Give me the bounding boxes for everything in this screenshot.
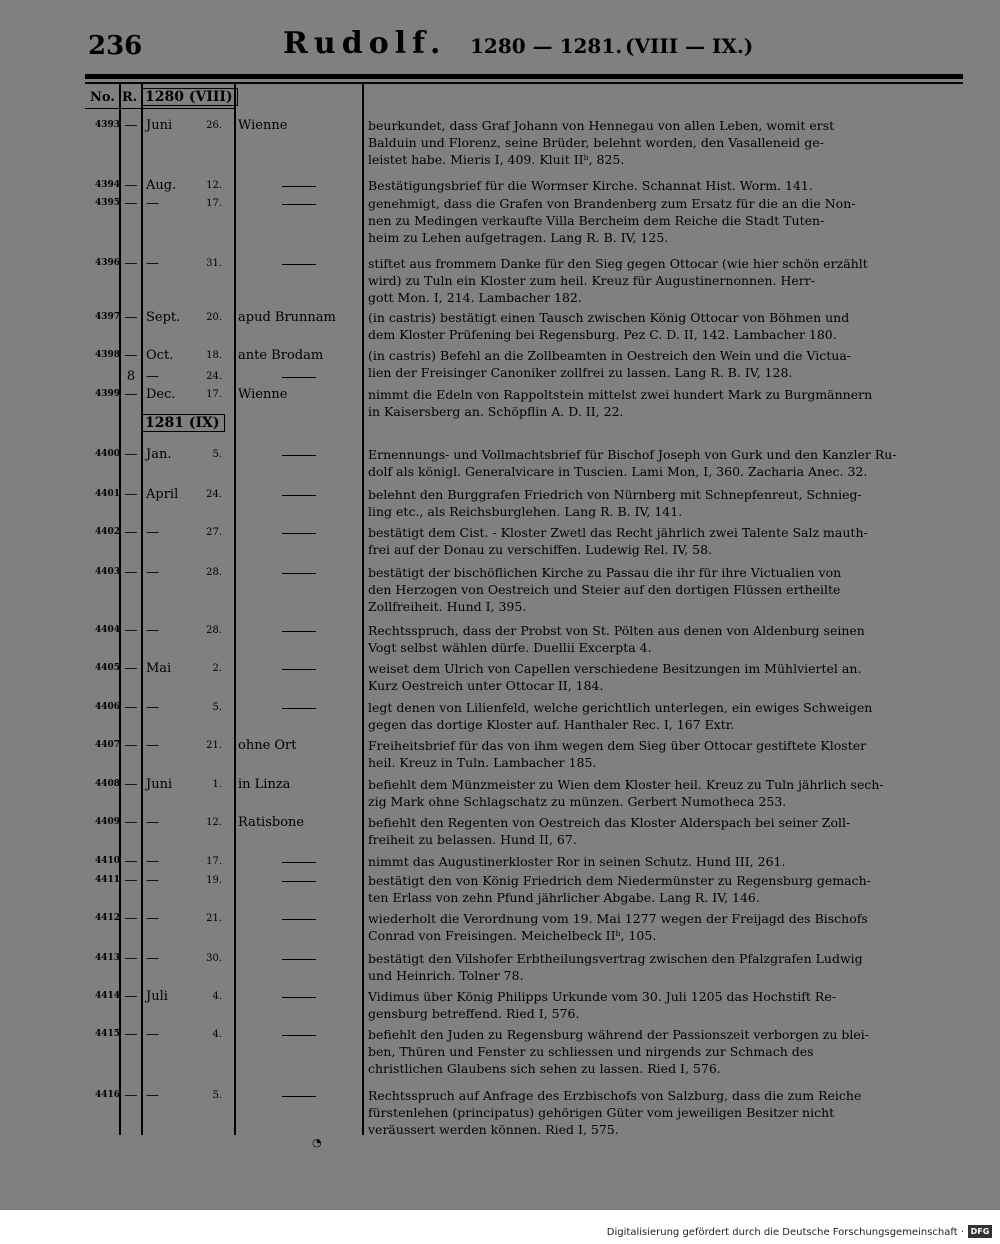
entry-month: — [146,565,159,580]
entry-day: 17. [206,856,222,867]
smudge-mark: ◔ [312,1136,322,1149]
entry-day: 5. [212,1090,222,1101]
entry-r-mark: — [124,178,138,193]
entry-day: 26. [206,120,222,131]
entry-month: — [146,951,159,966]
entry-text: befiehlt dem Münzmeister zu Wien dem Kloster heil. Kreuz zu Tuln jährlich sech- zig Mark ohne Schlagschatz zu münzen. Gerbert Numotheca 253. [368,777,884,809]
entry-r-mark: — [124,348,138,363]
header-rule [85,74,963,79]
entry-place-dash [282,919,316,920]
entry-day: 4. [212,991,222,1002]
entry-month: — [146,196,159,211]
entry-day: 5. [212,449,222,460]
column-divider [119,84,121,1135]
entry-r-mark: — [124,873,138,888]
entry-number: 4407 [94,740,120,750]
entry-place-dash [282,631,316,632]
entry-text: Rechtsspruch auf Anfrage des Erzbischofs von Salzburg, dass die zum Reiche fürstenlehen (principatus) gehörigen Güter vom jeweiligen Besitzer nicht veräussert werden können. Ried I, 575. [368,1088,862,1137]
entry-day: 28. [206,567,222,578]
entry-place-dash [282,997,316,998]
entry-day: 24. [206,489,222,500]
page-title: Rudolf. [283,26,447,61]
entry-place: Wienne [238,387,288,402]
entry-r-mark: — [124,623,138,638]
entry-r-mark: — [124,989,138,1004]
entry-number: 4408 [94,779,120,789]
entry-place: apud Brunnam [238,310,336,325]
entry-number: 4410 [94,856,120,866]
header-rule-thin [85,82,963,84]
entry-number: 4406 [94,702,120,712]
entry-day: 12. [206,817,222,828]
entry-r-mark: — [124,487,138,502]
entry-text: nimmt das Augustinerkloster Ror in seinen Schutz. Hund III, 261. [368,854,786,869]
entry-day: 2. [212,663,222,674]
entry-text: Ernennungs- und Vollmachtsbrief für Bischof Joseph von Gurk und den Kanzler Ru- dolf als königl. Generalvicare in Tuscien. Lami Mon, I, 360. Zacharia Anec. 32. [368,447,897,479]
entry-number: 4409 [94,817,120,827]
entry-r-mark: — [124,565,138,580]
column-header-no: No. [90,90,115,105]
entry-number: 4398 [94,350,120,360]
entry-number: 4394 [94,180,120,190]
entry-month: — [146,369,159,384]
entry-month: — [146,623,159,638]
entry-text: befiehlt den Juden zu Regensburg während der Passionszeit verborgen zu blei- ben, Thüren und Fenster zu schliessen und nirgends zur Schmach des christlichen Glaubens sich sehen zu lassen. Ried I, 576. [368,1027,870,1076]
entry-number: 4401 [94,489,120,499]
entry-place-dash [282,186,316,187]
entry-r-mark: — [124,118,138,133]
entry-r-mark: — [124,447,138,462]
entry-text: legt denen von Lilienfeld, welche gerichtlich unterlegen, ein ewiges Schweigen gegen das dortige Kloster auf. Hanthaler Rec. I, 167 Extr. [368,700,873,732]
entry-number: 4415 [94,1029,120,1039]
entry-text: stiftet aus frommem Danke für den Sieg gegen Ottocar (wie hier schön erzählt wird) zu Tuln ein Kloster zum heil. Kreuz für Augustinernonnen. Herr- gott Mon. I, 214. Lambacher 182. [368,256,868,305]
entry-day: 24. [206,371,222,382]
entry-text: Rechtsspruch, dass der Probst von St. Pölten aus denen von Aldenburg seinen Vogt selbst wählen dürfe. Duellii Excerpta 4. [368,623,865,655]
entry-month: — [146,1088,159,1103]
entry-month: — [146,525,159,540]
entry-day: 1. [212,779,222,790]
entry-place-dash [282,533,316,534]
entry-r-mark: — [124,738,138,753]
entry-month: Juni [146,118,173,133]
entry-number: 4397 [94,312,120,322]
year-range: 1280 — 1281. [470,34,623,58]
entry-text: nimmt die Edeln von Rappoltstein mittelst zwei hundert Mark zu Burgmännern in Kaisersberg an. Schöpflin A. D. II, 22. [368,387,873,419]
entry-number: 4411 [94,875,120,885]
entry-day: 19. [206,875,222,886]
year-heading-1280: 1280 (VIII) [143,88,238,106]
entry-place: Ratisbone [238,815,305,830]
entry-day: 21. [206,913,222,924]
entry-place-dash [282,862,316,863]
entry-number: 4414 [94,991,120,1001]
entry-text: genehmigt, dass die Grafen von Brandenberg zum Ersatz für die an die Non- nen zu Medingen verkaufte Villa Bercheim dem Reiche die Stadt Tuten- heim zu Lehen aufgetragen. Lang R. B. IV, 125. [368,196,856,245]
entry-number: 4400 [94,449,120,459]
entry-r-mark: — [124,700,138,715]
entry-number: 4402 [94,527,120,537]
entry-place: ohne Ort [238,738,297,753]
entry-place: Wienne [238,118,288,133]
entry-day: 4. [212,1029,222,1040]
entry-month: — [146,873,159,888]
entry-day: 30. [206,953,222,964]
entry-place-dash [282,264,316,265]
regnal-years: (VIII — IX.) [625,34,754,58]
entry-r-mark: — [124,1088,138,1103]
entry-place-dash [282,669,316,670]
entry-month: — [146,256,159,271]
entry-r-mark: — [124,387,138,402]
entry-text: befiehlt den Regenten von Oestreich das Kloster Alderspach bei seiner Zoll- freiheit zu belassen. Hund II, 67. [368,815,851,847]
entry-text: beurkundet, dass Graf Johann von Hennegau von allen Leben, womit erst Balduin und Florenz, seine Brüder, belehnt worden, den Vasalleneid ge- leistet habe. Mieris I, 409. Kluit IIᵇ, 825. [368,118,835,167]
entry-r-mark: 8 [126,369,136,384]
column-header-rule [85,108,235,109]
entry-place-dash [282,377,316,378]
entry-r-mark: — [124,256,138,271]
entry-text: bestätigt dem Cist. - Kloster Zwetl das Recht jährlich zwei Talente Salz mauth- frei auf der Donau zu verschiffen. Ludewig Rel. IV, 58. [368,525,868,557]
entry-text: weiset dem Ulrich von Capellen verschiedene Besitzungen im Mühlviertel an. Kurz Oestreich unter Ottocar II, 184. [368,661,862,693]
entry-place-dash [282,881,316,882]
entry-number: 4403 [94,567,120,577]
entry-number: 4396 [94,258,120,268]
entry-r-mark: — [124,854,138,869]
entry-day: 5. [212,702,222,713]
entry-text: (in castris) Befehl an die Zollbeamten in Oestreich den Wein und die Victua- lien der Freisinger Canoniker zollfrei zu lassen. Lang R. B. IV, 128. [368,348,852,380]
entry-r-mark: — [124,661,138,676]
entry-place-dash [282,1035,316,1036]
entry-place-dash [282,455,316,456]
entry-text: bestätigt den von König Friedrich dem Niedermünster zu Regensburg gemach- ten Erlass von zehn Pfund jährlicher Abgabe. Lang R. IV, 146. [368,873,871,905]
entry-month: — [146,1027,159,1042]
entry-r-mark: — [124,310,138,325]
entry-day: 18. [206,350,222,361]
entry-r-mark: — [124,911,138,926]
entry-month: Aug. [146,178,177,193]
entry-text: Freiheitsbrief für das von ihm wegen dem Sieg über Ottocar gestiftete Kloster heil. Kreuz in Tuln. Lambacher 185. [368,738,867,770]
entry-month: — [146,815,159,830]
entry-place: ante Brodam [238,348,324,363]
entry-number: 4416 [94,1090,120,1100]
entry-text: bestätigt den Vilshofer Erbtheilungsvertrag zwischen den Pfalzgrafen Ludwig und Heinrich. Tolner 78. [368,951,863,983]
entry-month: — [146,911,159,926]
entry-place-dash [282,959,316,960]
entry-place-dash [282,204,316,205]
entry-text: belehnt den Burggrafen Friedrich von Nürnberg mit Schnepfenreut, Schnieg- ling etc., als Reichsburglehen. Lang R. B. IV, 141. [368,487,862,519]
column-divider [362,84,364,1135]
footer-credit: Digitalisierung gefördert durch die Deutsche Forschungsgemeinschaft · [606,1227,964,1238]
entry-number: 4404 [94,625,120,635]
entry-day: 31. [206,258,222,269]
entry-place: in Linza [238,777,291,792]
entry-number: 4395 [94,198,120,208]
entry-number: 4399 [94,389,120,399]
entry-place-dash [282,1096,316,1097]
entry-text: wiederholt die Verordnung vom 19. Mai 1277 wegen der Freijagd des Bischofs Conrad von Freisingen. Meichelbeck IIᵇ, 105. [368,911,868,943]
entry-day: 21. [206,740,222,751]
entry-place-dash [282,495,316,496]
entry-text: Bestätigungsbrief für die Wormser Kirche. Schannat Hist. Worm. 141. [368,178,813,193]
entry-r-mark: — [124,1027,138,1042]
entry-day: 20. [206,312,222,323]
entry-month: — [146,854,159,869]
entry-day: 17. [206,198,222,209]
entry-day: 27. [206,527,222,538]
entry-r-mark: — [124,525,138,540]
entry-number: 4412 [94,913,120,923]
entry-place-dash [282,708,316,709]
entry-number: 4393 [94,120,120,130]
entry-number: 4413 [94,953,120,963]
entry-number: 4405 [94,663,120,673]
entry-r-mark: — [124,196,138,211]
entry-text: Vidimus über König Philipps Urkunde vom 30. Juli 1205 das Hochstift Re- gensburg betreffend. Ried I, 576. [368,989,836,1021]
entry-day: 12. [206,180,222,191]
entry-r-mark: — [124,951,138,966]
entry-day: 28. [206,625,222,636]
page-number: 236 [88,31,143,61]
entry-text: bestätigt der bischöflichen Kirche zu Passau die ihr für ihre Victualien von den Herzogen von Oestreich und Steier auf den dortigen Flüssen ertheilte Zollfreiheit. Hund I, 395. [368,565,842,614]
entry-month: Jan. [146,447,172,462]
column-divider [141,84,143,1135]
year-heading-1281: 1281 (IX) [143,414,225,432]
entry-month: Sept. [146,310,181,325]
column-header-r: R. [122,90,138,105]
entry-month: Juli [146,989,168,1004]
entry-r-mark: — [124,777,138,792]
dfg-logo: DFG [968,1225,992,1238]
entry-place-dash [282,573,316,574]
entry-month: — [146,700,159,715]
entry-month: Oct. [146,348,174,363]
column-divider [234,84,236,1135]
entry-month: — [146,738,159,753]
entry-month: Dec. [146,387,176,402]
entry-month: April [146,487,179,502]
entry-text: (in castris) bestätigt einen Tausch zwischen König Ottocar von Böhmen und dem Kloster Prüfening bei Regensburg. Pez C. D. II, 142. Lambacher 180. [368,310,850,342]
entry-r-mark: — [124,815,138,830]
entry-day: 17. [206,389,222,400]
entry-month: Juni [146,777,173,792]
entry-month: Mai [146,661,172,676]
